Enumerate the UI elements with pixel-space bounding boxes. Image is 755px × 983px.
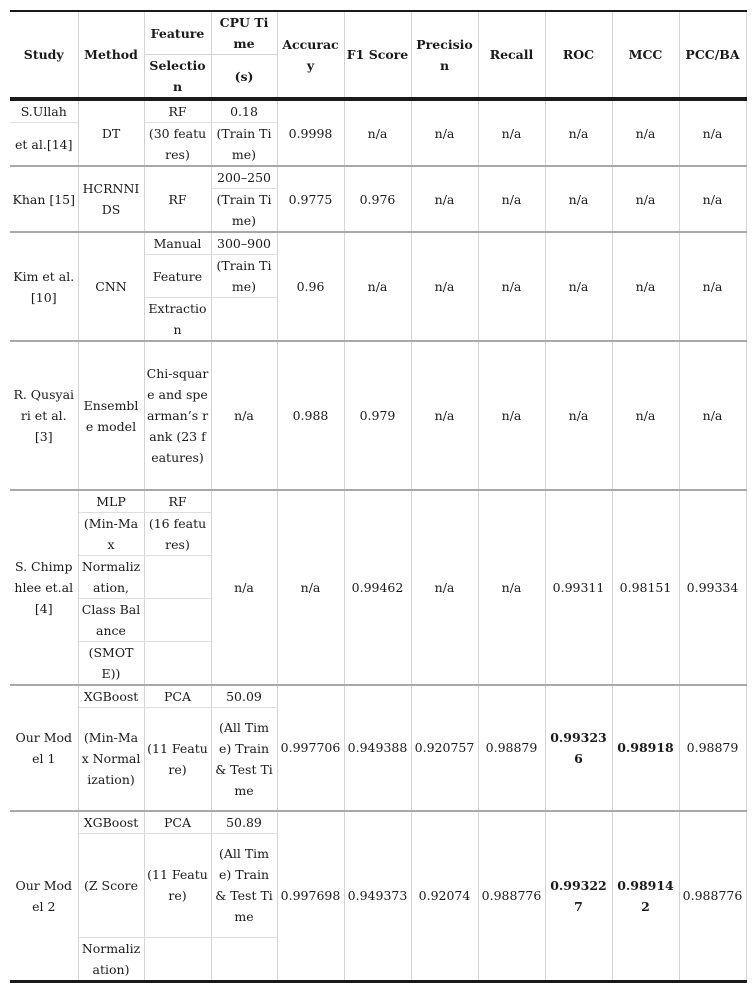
- header-cpu-unit: (s): [211, 55, 277, 100]
- feature-cell: [144, 556, 211, 599]
- cpu-cell: (Train Time): [211, 189, 277, 233]
- method-cell: (SMOTE)): [78, 642, 144, 686]
- roc-cell: 0.993236: [545, 685, 612, 811]
- f1-cell: 0.99462: [344, 490, 411, 685]
- feature-cell: PCA: [144, 685, 211, 708]
- mcc-cell: n/a: [612, 99, 679, 166]
- table-row: [10, 341, 746, 490]
- study-cell: S.Ullah: [10, 99, 78, 123]
- accuracy-cell: 0.9775: [277, 166, 344, 232]
- feature-cell: Chi-square and spearman’s rank (23 features): [144, 341, 211, 490]
- header-feature: Feature: [144, 11, 211, 55]
- mcc-cell: n/a: [612, 232, 679, 341]
- cpu-cell: n/a: [211, 490, 277, 685]
- cpu-cell: 50.89: [211, 811, 277, 834]
- cpu-cell: n/a: [211, 341, 277, 490]
- method-cell: (Min-Max: [78, 513, 144, 556]
- accuracy-cell: 0.997706: [277, 685, 344, 811]
- method-cell: (Min-Max Normalization): [78, 708, 144, 811]
- method-cell: XGBoost: [78, 685, 144, 708]
- method-cell: Class Balance: [78, 599, 144, 642]
- f1-cell: n/a: [344, 232, 411, 341]
- comparison-table-container: [10, 10, 746, 983]
- f1-cell: n/a: [344, 99, 411, 166]
- accuracy-cell: 0.988: [277, 341, 344, 490]
- cpu-cell: (Train Time): [211, 123, 277, 167]
- recall-cell: n/a: [478, 99, 545, 166]
- header-recall: Recall: [478, 11, 545, 99]
- roc-cell: n/a: [545, 166, 612, 232]
- cpu-cell: (All Time) Train & Test Time: [211, 833, 277, 937]
- method-cell: HCRNNIDS: [78, 166, 144, 232]
- header-mcc: MCC: [612, 11, 679, 99]
- feature-cell: Extraction: [144, 298, 211, 342]
- feature-cell: (16 features): [144, 513, 211, 556]
- mcc-cell: n/a: [612, 341, 679, 490]
- f1-cell: 0.949388: [344, 685, 411, 811]
- feature-cell: PCA: [144, 811, 211, 834]
- pcc-cell: n/a: [679, 166, 746, 232]
- feature-cell: Manual: [144, 232, 211, 255]
- recall-cell: 0.98879: [478, 685, 545, 811]
- recall-cell: n/a: [478, 232, 545, 341]
- pcc-cell: n/a: [679, 341, 746, 490]
- table-row: [10, 166, 746, 189]
- table-row: [10, 685, 746, 708]
- accuracy-cell: n/a: [277, 490, 344, 685]
- cpu-cell: 300–900: [211, 232, 277, 255]
- table-row: [10, 811, 746, 834]
- study-cell: R. Qusyairi et al. [3]: [10, 341, 78, 490]
- study-cell: Kim et al. [10]: [10, 232, 78, 341]
- feature-cell: (30 features): [144, 123, 211, 167]
- pcc-cell: 0.99334: [679, 490, 746, 685]
- feature-cell: (11 Feature): [144, 833, 211, 937]
- study-cell: Our Model 2: [10, 811, 78, 982]
- method-cell: CNN: [78, 232, 144, 341]
- precision-cell: n/a: [411, 341, 478, 490]
- feature-cell: [144, 937, 211, 981]
- precision-cell: 0.92074: [411, 811, 478, 982]
- precision-cell: 0.920757: [411, 685, 478, 811]
- feature-cell: RF: [144, 490, 211, 513]
- method-cell: XGBoost: [78, 811, 144, 834]
- header-feature-selection: Selection: [144, 55, 211, 100]
- mcc-cell: 0.98918: [612, 685, 679, 811]
- study-cell: et al.[14]: [10, 123, 78, 167]
- cpu-cell: [211, 298, 277, 342]
- mcc-cell: n/a: [612, 166, 679, 232]
- header-f1: F1 Score: [344, 11, 411, 99]
- cpu-cell: 0.18: [211, 99, 277, 123]
- header-precision: Precision: [411, 11, 478, 99]
- recall-cell: n/a: [478, 341, 545, 490]
- method-cell: Normalization): [78, 937, 144, 981]
- mcc-cell: 0.989142: [612, 811, 679, 982]
- pcc-cell: 0.98879: [679, 685, 746, 811]
- study-cell: S. Chimphlee et.al [4]: [10, 490, 78, 685]
- precision-cell: n/a: [411, 166, 478, 232]
- precision-cell: n/a: [411, 99, 478, 166]
- table-row: [10, 99, 746, 123]
- method-cell: (Z Score: [78, 833, 144, 937]
- cpu-cell: [211, 937, 277, 981]
- feature-cell: RF: [144, 99, 211, 123]
- pcc-cell: 0.988776: [679, 811, 746, 982]
- study-cell: Khan [15]: [10, 166, 78, 232]
- cpu-cell: (All Time) Train & Test Time: [211, 708, 277, 811]
- recall-cell: n/a: [478, 166, 545, 232]
- method-cell: MLP: [78, 490, 144, 513]
- header-pcc-ba: PCC/BA: [679, 11, 746, 99]
- roc-cell: 0.99311: [545, 490, 612, 685]
- header-study: Study: [10, 11, 78, 99]
- table-row: [10, 232, 746, 255]
- feature-cell: Feature: [144, 255, 211, 298]
- f1-cell: 0.979: [344, 341, 411, 490]
- cpu-cell: 50.09: [211, 685, 277, 708]
- mcc-cell: 0.98151: [612, 490, 679, 685]
- header-roc: ROC: [545, 11, 612, 99]
- roc-cell: 0.993227: [545, 811, 612, 982]
- cpu-cell: (Train Time): [211, 255, 277, 298]
- accuracy-cell: 0.96: [277, 232, 344, 341]
- comparison-table: [10, 10, 747, 983]
- feature-cell: [144, 599, 211, 642]
- roc-cell: n/a: [545, 99, 612, 166]
- header-accuracy: Accuracy: [277, 11, 344, 99]
- method-cell: DT: [78, 99, 144, 166]
- pcc-cell: n/a: [679, 99, 746, 166]
- cpu-cell: 200–250: [211, 166, 277, 189]
- feature-cell: (11 Feature): [144, 708, 211, 811]
- accuracy-cell: 0.9998: [277, 99, 344, 166]
- roc-cell: n/a: [545, 232, 612, 341]
- study-cell: Our Model 1: [10, 685, 78, 811]
- method-cell: Ensemble model: [78, 341, 144, 490]
- precision-cell: n/a: [411, 490, 478, 685]
- method-cell: Normalization,: [78, 556, 144, 599]
- header-cpu-time: CPU Time: [211, 11, 277, 55]
- accuracy-cell: 0.997698: [277, 811, 344, 982]
- header-method: Method: [78, 11, 144, 99]
- recall-cell: n/a: [478, 490, 545, 685]
- pcc-cell: n/a: [679, 232, 746, 341]
- precision-cell: n/a: [411, 232, 478, 341]
- roc-cell: n/a: [545, 341, 612, 490]
- feature-cell: RF: [144, 166, 211, 232]
- feature-cell: [144, 642, 211, 686]
- recall-cell: 0.988776: [478, 811, 545, 982]
- f1-cell: 0.949373: [344, 811, 411, 982]
- table-row: [10, 490, 746, 513]
- f1-cell: 0.976: [344, 166, 411, 232]
